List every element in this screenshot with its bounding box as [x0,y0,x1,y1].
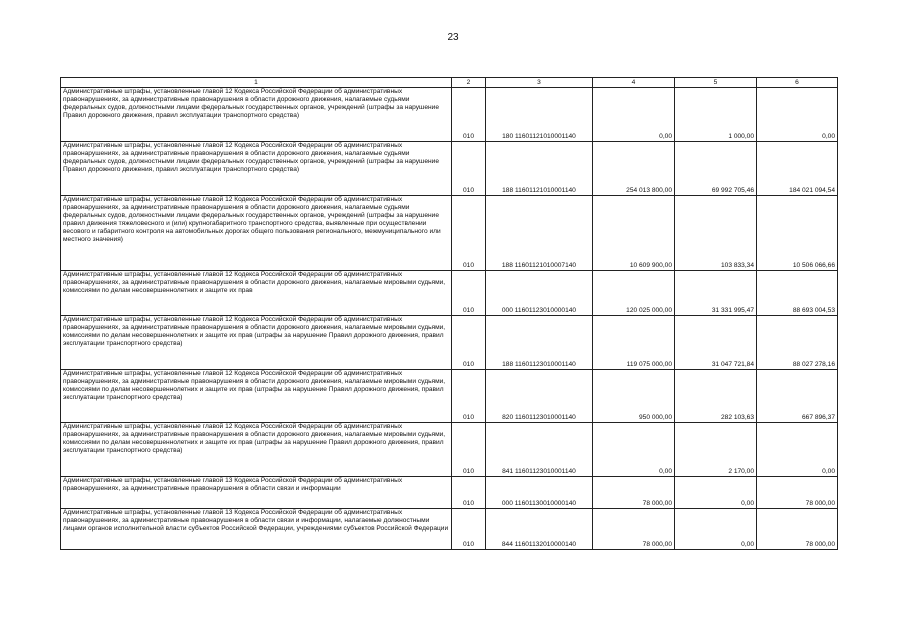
indicator-name: Административные штрафы, установленные главой 12 Кодекса Российской Федерации об административных правонарушениях, за административные правонарушения в области дорожного движения, налагаемые судьями федеральных судов, должностными лицами федеральных государственных органов, учреждений (штрафы за нарушение правил движения тяжеловесного и (или) крупногабаритного транспортного средства, выявленные при осуществлении весового и габаритного контроля на автомобильных дорогах общего пользования регионального, межмуниципального или местного значения) [61,196,452,271]
classifier-code: 180 11601121010001140 [486,88,593,142]
classifier-code: 000 11601130010000140 [486,477,593,509]
value-col5: 0,00 [675,477,757,509]
indicator-name: Административные штрафы, установленные главой 12 Кодекса Российской Федерации об административных правонарушениях, за административные правонарушения в области дорожного движения, налагаемые мировыми судьями, комиссиями по делам несовершеннолетних и защите их прав (штрафы за нарушение Правил дорожного движения, правил эксплуатации транспортного средства) [61,370,452,423]
column-header: 1 [61,78,452,88]
column-header: 2 [452,78,486,88]
classifier-code: 188 11601123010001140 [486,316,593,370]
report-table [60,77,838,550]
column-header: 3 [486,78,593,88]
column-header: 5 [675,78,757,88]
row-code: 010 [452,88,486,142]
value-col4: 0,00 [593,88,675,142]
row-code: 010 [452,370,486,423]
value-col5: 103 833,34 [675,196,757,271]
row-code: 010 [452,196,486,271]
value-col6: 0,00 [757,423,838,477]
classifier-code: 188 11601121010001140 [486,142,593,196]
value-col4: 0,00 [593,423,675,477]
table-row [61,142,838,196]
indicator-name: Административные штрафы, установленные главой 12 Кодекса Российской Федерации об административных правонарушениях, за административные правонарушения в области дорожного движения, налагаемые судьями федеральных судов, должностными лицами федеральных государственных органов, учреждений (штрафы за нарушение Правил дорожного движения, правил эксплуатации транспортного средства) [61,88,452,142]
table-row [61,370,838,423]
table-row [61,509,838,550]
value-col4: 78 000,00 [593,477,675,509]
value-col6: 184 021 094,54 [757,142,838,196]
indicator-name: Административные штрафы, установленные главой 12 Кодекса Российской Федерации об административных правонарушениях, за административные правонарушения в области дорожного движения, налагаемые мировыми судьями, комиссиями по делам несовершеннолетних и защите их прав (штрафы за нарушение Правил дорожного движения, правил эксплуатации транспортного средства) [61,316,452,370]
value-col4: 950 000,00 [593,370,675,423]
value-col4: 119 075 000,00 [593,316,675,370]
value-col6: 88 027 278,16 [757,316,838,370]
header-row [61,78,838,88]
table-row [61,271,838,316]
row-code: 010 [452,271,486,316]
row-code: 010 [452,477,486,509]
value-col5: 31 047 721,84 [675,316,757,370]
classifier-code: 188 11601121010007140 [486,196,593,271]
value-col5: 2 170,00 [675,423,757,477]
indicator-name: Административные штрафы, установленные главой 12 Кодекса Российской Федерации об административных правонарушениях, за административные правонарушения в области дорожного движения, налагаемые судьями федеральных судов, должностными лицами федеральных государственных органов, учреждений (штрафы за нарушение Правил дорожного движения, правил эксплуатации транспортного средства) [61,142,452,196]
value-col6: 667 896,37 [757,370,838,423]
indicator-name: Административные штрафы, установленные главой 12 Кодекса Российской Федерации об административных правонарушениях, за административные правонарушения в области дорожного движения, налагаемые мировыми судьями, комиссиями по делам несовершеннолетних и защите их прав [61,271,452,316]
indicator-name: Административные штрафы, установленные главой 13 Кодекса Российской Федерации об административных правонарушениях, за административные правонарушения в области связи и информации, налагаемые должностными лицами органов исполнительной власти субъектов Российской Федерации, учреждениями субъектов Российской Федерации [61,509,452,550]
column-header: 6 [757,78,838,88]
value-col5: 282 103,63 [675,370,757,423]
value-col6: 78 000,00 [757,509,838,550]
value-col4: 120 025 000,00 [593,271,675,316]
table-row [61,196,838,271]
page-number: 23 [447,32,459,43]
classifier-code: 844 11601132010000140 [486,509,593,550]
value-col4: 78 000,00 [593,509,675,550]
indicator-name: Административные штрафы, установленные главой 13 Кодекса Российской Федерации об административных правонарушениях, за административные правонарушения в области связи и информации [61,477,452,509]
value-col5: 31 331 995,47 [675,271,757,316]
value-col5: 0,00 [675,509,757,550]
table-row [61,477,838,509]
value-col4: 10 609 900,00 [593,196,675,271]
classifier-code: 000 11601123010000140 [486,271,593,316]
value-col5: 1 000,00 [675,88,757,142]
row-code: 010 [452,423,486,477]
table-row [61,423,838,477]
row-code: 010 [452,316,486,370]
value-col4: 254 013 800,00 [593,142,675,196]
value-col6: 0,00 [757,88,838,142]
indicator-name: Административные штрафы, установленные главой 12 Кодекса Российской Федерации об административных правонарушениях, за административные правонарушения в области дорожного движения, налагаемые мировыми судьями, комиссиями по делам несовершеннолетних и защите их прав (штрафы за нарушение Правил дорожного движения, правил эксплуатации транспортного средства) [61,423,452,477]
table-row [61,88,838,142]
table-row [61,316,838,370]
classifier-code: 820 11601123010001140 [486,370,593,423]
row-code: 010 [452,142,486,196]
value-col6: 10 506 066,66 [757,196,838,271]
row-code: 010 [452,509,486,550]
value-col6: 78 000,00 [757,477,838,509]
value-col6: 88 693 004,53 [757,271,838,316]
classifier-code: 841 11601123010001140 [486,423,593,477]
value-col5: 69 992 705,46 [675,142,757,196]
column-header: 4 [593,78,675,88]
